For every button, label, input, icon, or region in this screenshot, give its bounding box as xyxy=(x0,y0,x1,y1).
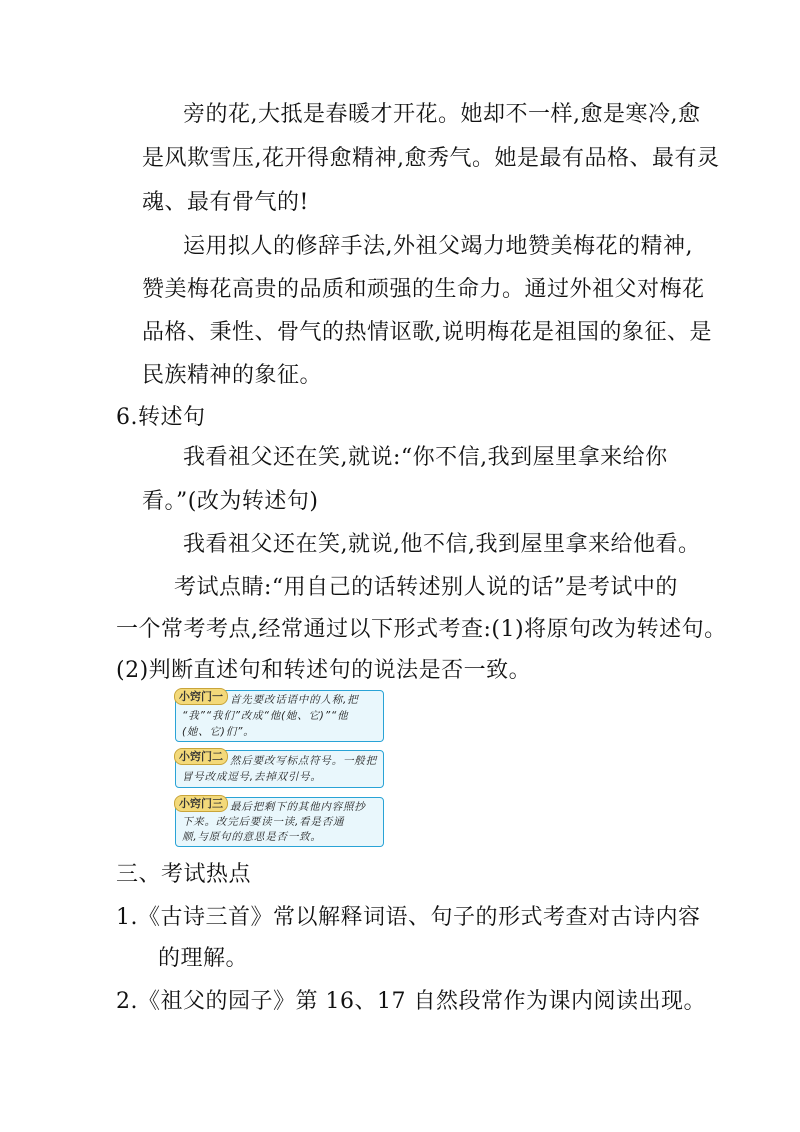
example-sentence: 我看祖父还在笑,就说:“你不信,我到屋里拿来给你 xyxy=(183,445,668,470)
tip-text: 冒号改成逗号,去掉双引号。 xyxy=(182,771,322,783)
tip-box xyxy=(175,750,384,788)
hotspot-item: 1.《古诗三首》常以解释词语、句子的形式考查对古诗内容 xyxy=(116,905,701,930)
paragraph-line: 魂、最有骨气的! xyxy=(142,190,309,215)
section-heading: 三、考试热点 xyxy=(116,862,252,887)
tip-box xyxy=(175,690,384,742)
paragraph-line: 运用拟人的修辞手法,外祖父竭力地赞美梅花的精神, xyxy=(183,234,693,259)
tip-text: 然后要改写标点符号。一般把 xyxy=(230,755,377,767)
paragraph-line: 赞美梅花高贵的品质和顽强的生命力。通过外祖父对梅花 xyxy=(142,277,705,302)
paragraph-line: 品格、秉性、骨气的热情讴歌,说明梅花是祖国的象征、是 xyxy=(142,320,712,345)
hotspot-item: 2.《祖父的园子》第 16、17 自然段常作为课内阅读出现。 xyxy=(116,989,706,1014)
tip-text: 顺,与原句的意思是否一致。 xyxy=(182,831,322,843)
tip-box xyxy=(175,797,384,847)
paragraph-line: 是风欺雪压,花开得愈精神,愈秀气。她是最有品格、最有灵 xyxy=(142,146,720,171)
paragraph-line: 民族精神的象征。 xyxy=(142,363,323,388)
tip-tag: 小窍门二 xyxy=(174,748,228,765)
tip-tag: 小窍门一 xyxy=(174,688,228,705)
tip-text: “我”“我们”改成“他(她、它)”“他 xyxy=(182,710,349,722)
exam-tip-line: (2)判断直述句和转述句的说法是否一致。 xyxy=(116,658,532,683)
paragraph-line: 旁的花,大抵是春暖才开花。她却不一样,愈是寒冷,愈 xyxy=(183,102,701,127)
tip-text: 首先要改话语中的人称,把 xyxy=(230,694,359,706)
tip-text: 最后把剩下的其他内容照抄 xyxy=(230,801,366,813)
exam-tip-line: 一个常考考点,经常通过以下形式考查:(1)将原句改为转述句。 xyxy=(116,617,727,642)
example-sentence: 看。”(改为转述句) xyxy=(142,489,319,514)
hotspot-item: 的理解。 xyxy=(158,946,249,971)
section-heading: 6.转述句 xyxy=(116,405,206,430)
tip-text: 下来。改完后要读一读,看是否通 xyxy=(182,816,345,828)
answer-sentence: 我看祖父还在笑,就说,他不信,我到屋里拿来给他看。 xyxy=(183,532,701,557)
tip-tag: 小窍门三 xyxy=(174,795,228,812)
exam-tip-line: 考试点睛:“用自己的话转述别人说的话”是考试中的 xyxy=(174,575,678,600)
tip-text: (她、它)们”。 xyxy=(182,726,255,738)
